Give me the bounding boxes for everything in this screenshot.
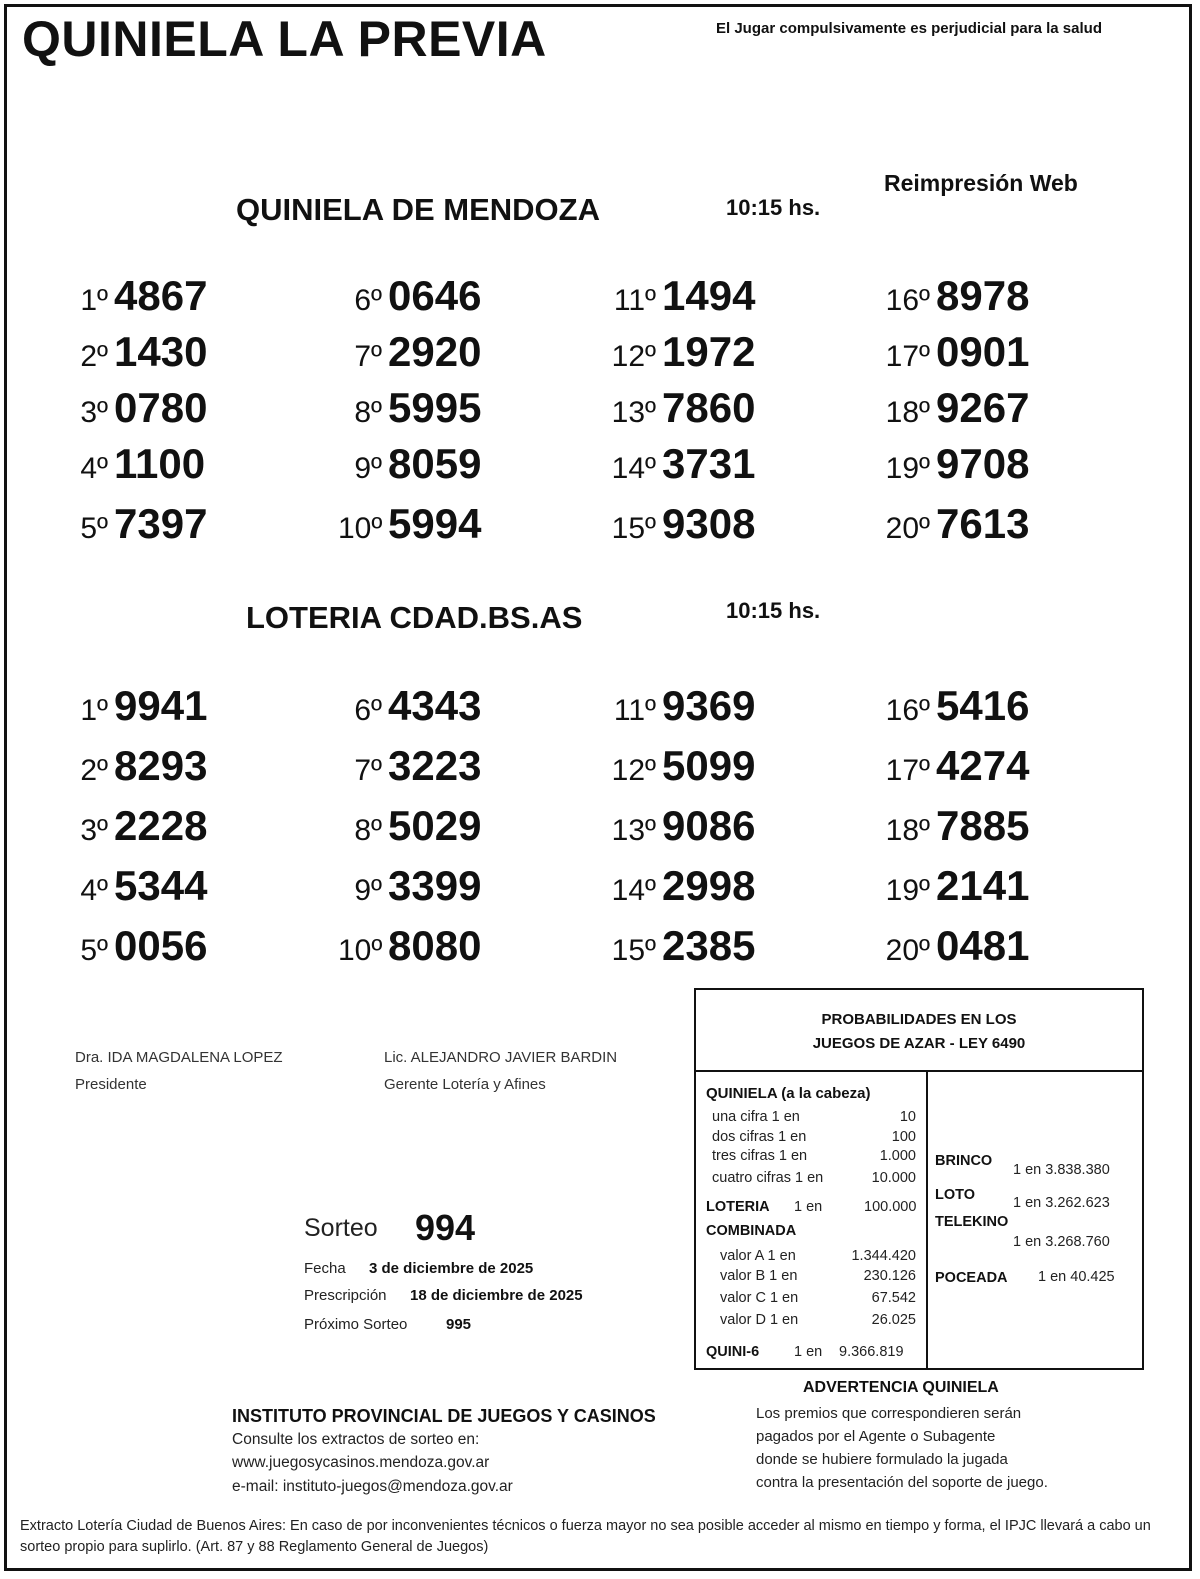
result-entry xyxy=(600,440,755,488)
loteria-odds-text: 1 en xyxy=(794,1199,823,1215)
result-entry xyxy=(600,272,755,320)
result-position: 18º xyxy=(885,814,930,847)
signature-name: Dra. IDA MAGDALENA LOPEZ xyxy=(75,1049,283,1066)
prescripcion-value: 18 de diciembre de 2025 xyxy=(410,1287,583,1304)
loto-label: LOTO xyxy=(935,1187,976,1203)
result-entry xyxy=(338,272,481,320)
result-position: 17º xyxy=(885,340,930,373)
result-number: 5994 xyxy=(388,500,482,547)
advertencia-line: contra la presentación del soporte de juego. xyxy=(756,1474,1048,1491)
footer-note: Extracto Lotería Ciudad de Buenos Aires: En caso de por inconvenientes técnicos o fuerza mayor no sea posible acceder al mismo en tiempo y forma, el IPJC llevará a cabo un sorteo propio para suplirlo. (Art. 87 y 88 Reglamento General de Juegos) xyxy=(20,1518,1151,1555)
result-entry xyxy=(338,802,481,850)
result-position: 1º xyxy=(80,284,108,317)
result-position: 16º xyxy=(885,284,930,317)
result-entry xyxy=(866,384,1029,432)
result-number: 1100 xyxy=(114,440,206,487)
quini6-value: 9.366.819 xyxy=(839,1344,904,1360)
result-position: 8º xyxy=(354,814,382,847)
quiniela-odds-value: 10.000 xyxy=(871,1170,916,1186)
fecha-label: Fecha xyxy=(304,1260,346,1277)
quini6-odds-text: 1 en xyxy=(794,1344,823,1360)
combinada-odds-label: valor B 1 en xyxy=(720,1268,798,1284)
sorteo-number: 994 xyxy=(415,1207,476,1248)
result-position: 5º xyxy=(80,934,108,967)
section-title-loteria: LOTERIA CDAD.BS.AS xyxy=(246,600,583,635)
result-position: 2º xyxy=(80,340,108,373)
column-divider xyxy=(926,1072,928,1368)
result-entry xyxy=(866,742,1029,790)
result-number: 0056 xyxy=(114,922,208,969)
result-number: 4274 xyxy=(936,742,1030,789)
result-position: 19º xyxy=(885,874,930,907)
result-number: 1494 xyxy=(662,272,756,319)
probabilities-title-line1: PROBABILIDADES EN LOS xyxy=(821,1011,1017,1028)
telekino-label: TELEKINO xyxy=(935,1214,1009,1230)
combinada-odds-label: valor C 1 en xyxy=(720,1290,799,1306)
result-entry xyxy=(68,922,207,970)
result-number: 7885 xyxy=(936,802,1030,849)
quiniela-odds-value: 10 xyxy=(899,1109,916,1125)
result-position: 7º xyxy=(354,340,382,373)
result-number: 5344 xyxy=(114,862,208,909)
result-position: 13º xyxy=(611,814,656,847)
result-position: 15º xyxy=(611,512,656,545)
result-position: 14º xyxy=(611,452,656,485)
result-position: 6º xyxy=(354,694,382,727)
combinada-odds-value: 26.025 xyxy=(871,1312,916,1328)
result-number: 3399 xyxy=(388,862,482,909)
result-entry xyxy=(866,272,1029,320)
result-position: 4º xyxy=(80,874,108,907)
result-entry xyxy=(866,440,1029,488)
prescripcion-label: Prescripción xyxy=(304,1287,387,1304)
result-number: 2228 xyxy=(114,802,208,849)
result-entry xyxy=(600,742,755,790)
result-entry xyxy=(68,742,207,790)
result-position: 3º xyxy=(80,814,108,847)
result-entry xyxy=(68,272,207,320)
result-entry xyxy=(68,384,207,432)
reprint-label: Reimpresión Web xyxy=(884,170,1078,196)
result-number: 8293 xyxy=(114,742,208,789)
result-position: 3º xyxy=(80,396,108,429)
result-number: 0901 xyxy=(936,328,1030,375)
result-entry xyxy=(600,802,755,850)
result-entry xyxy=(866,802,1029,850)
result-number: 9267 xyxy=(936,384,1030,431)
result-number: 9708 xyxy=(936,440,1030,487)
result-entry xyxy=(338,682,481,730)
result-number: 1972 xyxy=(662,328,756,375)
result-entry xyxy=(600,500,755,548)
result-position: 12º xyxy=(611,340,656,373)
result-position: 16º xyxy=(885,694,930,727)
result-entry xyxy=(68,440,205,488)
combinada-title: COMBINADA xyxy=(706,1223,797,1239)
advertencia-line: Los premios que correspondieren serán xyxy=(756,1405,1022,1422)
result-entry xyxy=(600,328,755,376)
quiniela-odds-label: tres cifras 1 en xyxy=(712,1148,808,1164)
result-entry xyxy=(68,500,207,548)
result-position: 10º xyxy=(338,512,383,545)
result-number: 1430 xyxy=(114,328,208,375)
result-number: 5416 xyxy=(936,682,1030,729)
section-title-mendoza: QUINIELA DE MENDOZA xyxy=(236,192,600,227)
result-position: 4º xyxy=(80,452,108,485)
brinco-label: BRINCO xyxy=(935,1153,993,1169)
result-position: 6º xyxy=(354,284,382,317)
result-number: 2920 xyxy=(388,328,482,375)
signature-name: Lic. ALEJANDRO JAVIER BARDIN xyxy=(384,1049,618,1066)
result-number: 0780 xyxy=(114,384,208,431)
probabilities-table xyxy=(694,988,1144,1370)
result-entry xyxy=(338,500,481,548)
result-number: 5029 xyxy=(388,802,482,849)
quiniela-odds-label: cuatro cifras 1 en xyxy=(712,1170,824,1186)
result-number: 0481 xyxy=(936,922,1030,969)
probabilities-header xyxy=(696,990,1142,1072)
quiniela-odds-title: QUINIELA (a la cabeza) xyxy=(706,1085,871,1102)
gambling-warning: El Jugar compulsivamente es perjudicial para la salud xyxy=(716,20,1102,37)
quini6-label: QUINI-6 xyxy=(706,1344,760,1360)
result-position: 12º xyxy=(611,754,656,787)
result-position: 15º xyxy=(611,934,656,967)
quiniela-odds-value: 1.000 xyxy=(879,1148,916,1164)
result-entry xyxy=(866,862,1029,910)
result-position: 17º xyxy=(885,754,930,787)
result-number: 9308 xyxy=(662,500,756,547)
poceada-label: POCEADA xyxy=(935,1270,1008,1286)
result-entry xyxy=(68,682,207,730)
institute-consult-text: Consulte los extractos de sorteo en: xyxy=(232,1431,480,1448)
section-time-mendoza: 10:15 hs. xyxy=(726,195,821,220)
result-position: 9º xyxy=(354,874,382,907)
result-number: 9086 xyxy=(662,802,756,849)
result-entry xyxy=(338,862,481,910)
result-number: 4343 xyxy=(388,682,482,729)
result-position: 14º xyxy=(611,874,656,907)
institute-email-link[interactable]: e-mail: instituto-juegos@mendoza.gov.ar xyxy=(232,1478,513,1495)
result-entry xyxy=(866,500,1029,548)
result-entry xyxy=(338,440,481,488)
result-position: 5º xyxy=(80,512,108,545)
result-entry xyxy=(600,922,755,970)
loto-value: 1 en 3.262.623 xyxy=(1013,1195,1110,1211)
result-entry xyxy=(68,862,207,910)
proximo-sorteo-value: 995 xyxy=(446,1316,472,1333)
result-number: 4867 xyxy=(114,272,208,319)
fecha-value: 3 de diciembre de 2025 xyxy=(369,1260,534,1277)
result-entry xyxy=(600,682,755,730)
result-entry xyxy=(600,384,755,432)
quiniela-odds-value: 100 xyxy=(891,1129,916,1145)
proximo-sorteo-label: Próximo Sorteo xyxy=(304,1316,408,1333)
result-number: 3223 xyxy=(388,742,482,789)
signature-role: Presidente xyxy=(75,1076,147,1093)
poceada-value: 1 en 40.425 xyxy=(1038,1269,1115,1285)
page-title: QUINIELA LA PREVIA xyxy=(22,11,547,67)
section-time-loteria: 10:15 hs. xyxy=(726,598,821,623)
result-position: 1º xyxy=(80,694,108,727)
combinada-odds-label: valor A 1 en xyxy=(720,1248,796,1264)
result-entry xyxy=(600,862,755,910)
result-number: 8080 xyxy=(388,922,482,969)
advertencia-title: ADVERTENCIA QUINIELA xyxy=(803,1379,999,1396)
loteria-odds-value: 100.000 xyxy=(864,1199,917,1215)
probabilities-title-line2: JUEGOS DE AZAR - LEY 6490 xyxy=(812,1035,1026,1052)
result-number: 0646 xyxy=(388,272,482,319)
result-entry xyxy=(338,384,481,432)
result-number: 8059 xyxy=(388,440,482,487)
result-number: 7860 xyxy=(662,384,756,431)
result-number: 9369 xyxy=(662,682,756,729)
result-number: 2998 xyxy=(662,862,756,909)
brinco-value: 1 en 3.838.380 xyxy=(1013,1162,1110,1178)
institute-website-link[interactable]: www.juegosycasinos.mendoza.gov.ar xyxy=(232,1454,490,1471)
result-entry xyxy=(338,742,481,790)
result-number: 5995 xyxy=(388,384,482,431)
advertencia-line: pagados por el Agente o Subagente xyxy=(756,1428,996,1445)
result-position: 19º xyxy=(885,452,930,485)
result-number: 8978 xyxy=(936,272,1030,319)
result-number: 5099 xyxy=(662,742,756,789)
sorteo-label: Sorteo xyxy=(304,1214,378,1242)
combinada-odds-label: valor D 1 en xyxy=(720,1312,799,1328)
result-entry xyxy=(68,328,207,376)
result-number: 7397 xyxy=(114,500,208,547)
result-entry xyxy=(68,802,207,850)
result-position: 18º xyxy=(885,396,930,429)
result-number: 9941 xyxy=(114,682,208,729)
result-position: 11º xyxy=(613,694,656,727)
quiniela-odds-label: dos cifras 1 en xyxy=(712,1129,807,1145)
result-position: 11º xyxy=(613,284,656,317)
result-entry xyxy=(866,682,1029,730)
result-entry xyxy=(338,922,481,970)
quiniela-odds-label: una cifra 1 en xyxy=(712,1109,800,1125)
result-position: 20º xyxy=(885,934,930,967)
result-position: 7º xyxy=(354,754,382,787)
result-entry xyxy=(338,328,481,376)
combinada-odds-value: 1.344.420 xyxy=(851,1248,916,1264)
result-position: 8º xyxy=(354,396,382,429)
result-position: 13º xyxy=(611,396,656,429)
loteria-odds-label: LOTERIA xyxy=(706,1199,770,1215)
result-position: 20º xyxy=(885,512,930,545)
combinada-odds-value: 67.542 xyxy=(871,1290,916,1306)
result-number: 3731 xyxy=(662,440,756,487)
result-number: 2141 xyxy=(936,862,1030,909)
result-number: 2385 xyxy=(662,922,756,969)
combinada-odds-value: 230.126 xyxy=(863,1268,916,1284)
institute-title: INSTITUTO PROVINCIAL DE JUEGOS Y CASINOS xyxy=(232,1406,656,1426)
result-position: 2º xyxy=(80,754,108,787)
result-entry xyxy=(866,328,1029,376)
result-position: 10º xyxy=(338,934,383,967)
signature-role: Gerente Lotería y Afines xyxy=(384,1076,546,1093)
advertencia-line: donde se hubiere formulado la jugada xyxy=(756,1451,1008,1468)
result-entry xyxy=(866,922,1029,970)
result-position: 9º xyxy=(354,452,382,485)
result-number: 7613 xyxy=(936,500,1030,547)
telekino-value: 1 en 3.268.760 xyxy=(1013,1234,1110,1250)
